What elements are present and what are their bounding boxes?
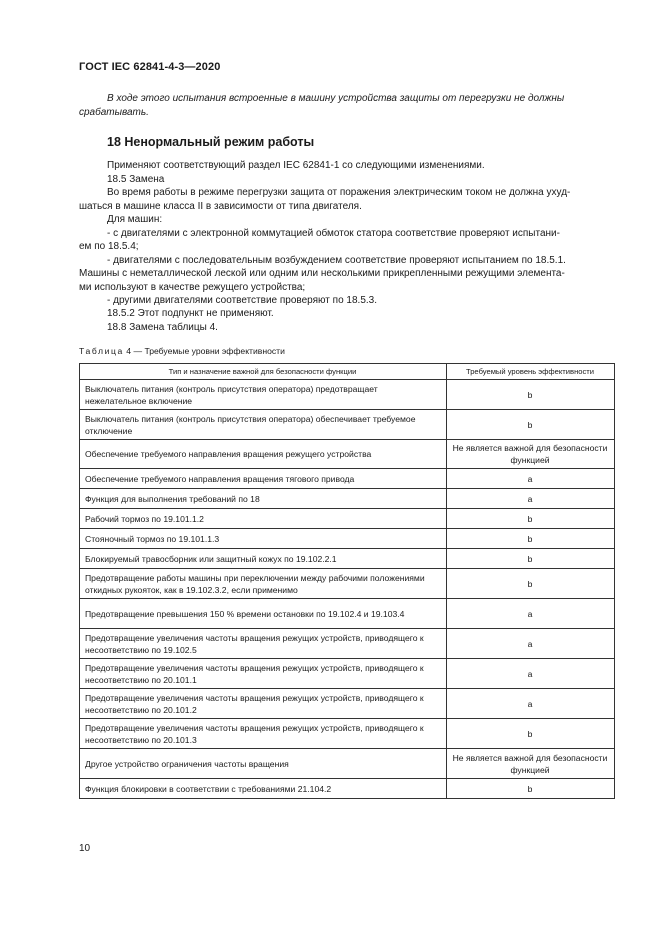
table-row — [80, 569, 615, 599]
function-cell: Выключатель питания (контроль присутствия оператора) обеспечивает требуемое отключение — [80, 410, 447, 440]
level-cell: Не является важной для безопасности функцией — [447, 749, 615, 779]
function-cell: Обеспечение требуемого направления вращения режущего устройства — [80, 440, 447, 469]
paragraph-line: Применяют соответствующий раздел IEC 62841-1 со следующими изменениями. — [107, 160, 485, 171]
table-body — [80, 380, 615, 799]
table-row — [80, 599, 615, 629]
table-row — [80, 629, 615, 659]
table-row — [80, 489, 615, 509]
level-cell: a — [447, 469, 615, 489]
paragraph-line: 18.5.2 Этот подпункт не применяют. — [107, 308, 274, 319]
column-header-function: Тип и назначение важной для безопасности функции — [80, 364, 447, 380]
function-cell: Предотвращение работы машины при переключении между рабочими положениями откидных рукояток, как в 19.102.3.2, если применимо — [80, 569, 447, 599]
paragraph-line: 18.5 Замена — [107, 174, 165, 185]
function-cell: Предотвращение увеличения частоты вращения режущих устройств, приводящего к несоответствию по 20.101.1 — [80, 659, 447, 689]
function-cell: Предотвращение превышения 150 % времени остановки по 19.102.4 и 19.103.4 — [80, 599, 447, 629]
table-caption — [79, 346, 285, 356]
table-caption-label: Таблица — [79, 346, 124, 356]
paragraph-line: ми используют в качестве режущего устройства; — [79, 282, 306, 293]
document-header: ГОСТ IEC 62841-4-3—2020 — [79, 61, 221, 73]
function-cell: Функция для выполнения требований по 18 — [80, 489, 447, 509]
table-row — [80, 529, 615, 549]
table-row — [80, 689, 615, 719]
level-cell: a — [447, 629, 615, 659]
level-cell: a — [447, 599, 615, 629]
intro-italic-line-2: срабатывать. — [79, 107, 149, 118]
function-cell: Блокируемый травосборник или защитный кожух по 19.102.2.1 — [80, 549, 447, 569]
paragraph-line: Для машин: — [107, 214, 163, 225]
column-header-level: Требуемый уровень эффективности — [447, 364, 615, 380]
function-cell: Предотвращение увеличения частоты вращения режущих устройств, приводящего к несоответствию по 20.101.2 — [80, 689, 447, 719]
function-cell: Обеспечение требуемого направления вращения тягового привода — [80, 469, 447, 489]
function-cell: Рабочий тормоз по 19.101.1.2 — [80, 509, 447, 529]
level-cell: b — [447, 380, 615, 410]
function-cell: Другое устройство ограничения частоты вращения — [80, 749, 447, 779]
paragraph-line: - другими двигателями соответствие проверяют по 18.5.3. — [107, 295, 378, 306]
function-cell: Предотвращение увеличения частоты вращения режущих устройств, приводящего к несоответствию по 19.102.5 — [80, 629, 447, 659]
paragraph-line: ем по 18.5.4; — [79, 241, 139, 252]
level-cell: Не является важной для безопасности функцией — [447, 440, 615, 469]
table-row — [80, 469, 615, 489]
level-cell: b — [447, 410, 615, 440]
function-cell: Стояночный тормоз по 19.101.1.3 — [80, 529, 447, 549]
section-title: 18 Ненормальный режим работы — [107, 135, 315, 149]
efficiency-levels-table — [79, 363, 615, 799]
paragraph-line: - двигателями с последовательным возбуждением соответствие проверяют испытанием по 18.5.1. — [107, 255, 566, 266]
paragraph-line: - с двигателями с электронной коммутацией обмоток статора соответствие проверяют испытани- — [107, 228, 560, 239]
level-cell: b — [447, 569, 615, 599]
table-row — [80, 719, 615, 749]
level-cell: a — [447, 659, 615, 689]
paragraph-line: шаться в машине класса II в зависимости от типа двигателя. — [79, 201, 362, 212]
table-row — [80, 509, 615, 529]
level-cell: a — [447, 689, 615, 719]
table-row — [80, 440, 615, 469]
paragraph-line: Во время работы в режиме перегрузки защита от поражения электрическим током не должна ухуд- — [107, 187, 571, 198]
function-cell: Функция блокировки в соответствии с требованиями 21.104.2 — [80, 779, 447, 799]
level-cell: b — [447, 529, 615, 549]
level-cell: b — [447, 719, 615, 749]
table-row — [80, 410, 615, 440]
table-header-row — [80, 364, 615, 380]
level-cell: b — [447, 509, 615, 529]
table-row — [80, 659, 615, 689]
table-row — [80, 380, 615, 410]
page-number: 10 — [79, 843, 91, 854]
level-cell: a — [447, 489, 615, 509]
paragraph-line: Машины с неметаллической леской или одним или несколькими прикрепленными режущими элемента- — [79, 268, 565, 279]
paragraph-line: 18.8 Замена таблицы 4. — [107, 322, 218, 333]
function-cell: Предотвращение увеличения частоты вращения режущих устройств, приводящего к несоответствию по 20.101.3 — [80, 719, 447, 749]
function-cell: Выключатель питания (контроль присутствия оператора) предотвращает нежелательное включение — [80, 380, 447, 410]
intro-italic-line-1: В ходе этого испытания встроенные в машину устройства защиты от перегрузки не должны — [107, 93, 565, 104]
level-cell: b — [447, 779, 615, 799]
table-row — [80, 779, 615, 799]
table-row — [80, 749, 615, 779]
table-caption-text: 4 — Требуемые уровни эффективности — [123, 346, 285, 356]
table-row — [80, 549, 615, 569]
level-cell: b — [447, 549, 615, 569]
